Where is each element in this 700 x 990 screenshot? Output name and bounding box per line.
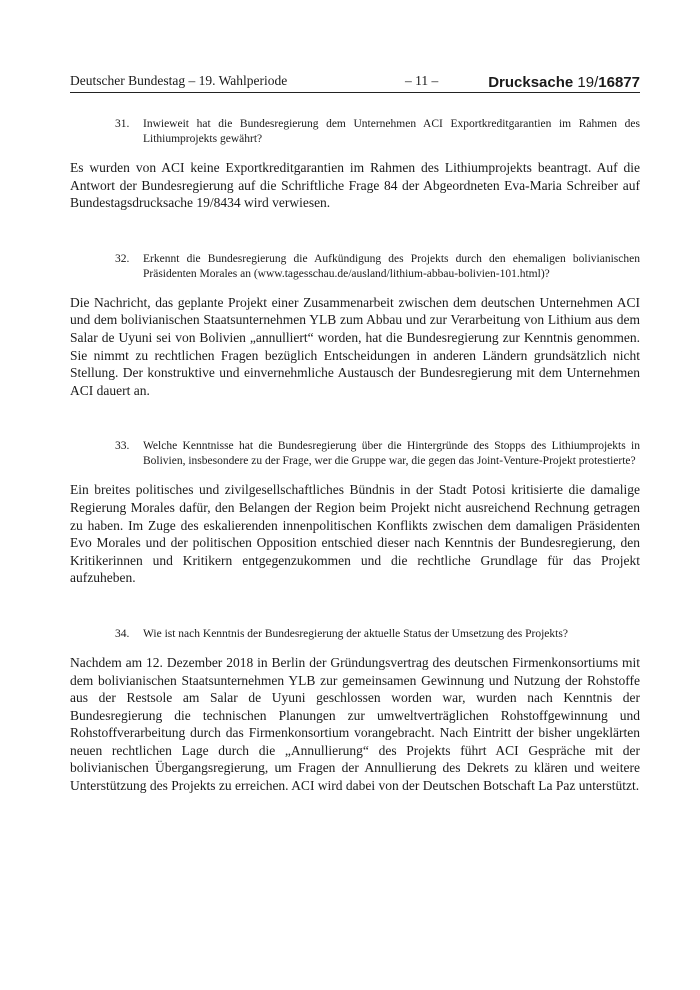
page-content	[70, 117, 640, 835]
question-text: Erkennt die Bundesregierung die Aufkündigung des Projekts durch den ehemaligen bolivianischen Präsidenten Morales an (www.tagesschau.de/ausland/lithium-abbau-bolivien-101.html)?	[143, 252, 640, 280]
qa-block-34	[70, 627, 640, 795]
answer-text: Nachdem am 12. Dezember 2018 in Berlin der Gründungsvertrag des deutschen Firmenkonsortiums mit dem bolivianischen Staatsunternehmen YLB zur gemeinsamen Gewinnung und Nutzung der Rohstoffe aus der Restsole am Salar de Uyuni geschlossen worden war, wurden nach Kenntnis der Bundesregierung die technischen Planungen zur umweltverträglichen Rohstoffgewinnung und Rohstoffverarbeitung durch das Firmenkonsortium vorangebracht. Nach Eintritt der bisher ungeklärten neuen rechtlichen Lage durch die „Annullierung“ des Projekts führt ACI Gespräche mit der bolivianischen Übergangsregierung, um Fragen der Annullierung des Dekrets zu klären und weitere Unterstützung des Projekts zu erreichen. ACI wird dabei von der Deutschen Botschaft La Paz unterstützt.	[70, 654, 640, 794]
qa-block-33	[70, 439, 640, 587]
qa-block-32	[70, 252, 640, 400]
question-number: 32.	[115, 252, 130, 265]
question-number: 31.	[115, 118, 130, 130]
question	[115, 252, 640, 282]
question-text: Inwieweit hat die Bundesregierung dem Unternehmen ACI Exportkreditgarantien im Rahmen des Lithiumprojekts gewährt?	[143, 118, 640, 145]
question	[115, 117, 640, 147]
page-header	[70, 70, 640, 93]
document-number	[488, 74, 640, 91]
answer-text: Ein breites politisches und zivilgesellschaftliches Bündnis in der Stadt Potosi kritisierte die damalige Regierung Morales dafür, den Belangen der Region beim Projekt nicht ausreichend Rechnung getragen zu haben. Im Zuge des eskalierenden innenpolitischen Konflikts zwischen dem damaligen Präsidenten Evo Morales und der politischen Opposition entschied dieser nach Kenntnis der Bundesregierung, den Kritikerinnen und Kritikern entgegenzukommen und die rechtliche Grundlage für das Projekt aufzuheben.	[70, 482, 640, 586]
question-text: Wie ist nach Kenntnis der Bundesregierung der aktuelle Status der Umsetzung des Projekts?	[143, 627, 568, 640]
question	[115, 627, 640, 642]
page-number: – 11 –	[405, 73, 439, 88]
qa-block-31	[70, 117, 640, 212]
question	[115, 439, 640, 469]
question-text: Welche Kenntnisse hat die Bundesregierung über die Hintergründe des Stopps des Lithiumprojekts in Bolivien, insbesondere zu der Frage, wer die Gruppe war, die gegen das Joint-Venture-Projekt protestierte?	[143, 440, 640, 468]
question-number: 33.	[115, 440, 130, 453]
question-number: 34.	[115, 627, 130, 640]
header-parliament: Deutscher Bundestag – 19. Wahlperiode	[70, 73, 288, 88]
document-number-prefix: 19/	[577, 74, 599, 91]
answer-text: Es wurden von ACI keine Exportkreditgarantien im Rahmen des Lithiumprojekts beantragt. Auf die Antwort der Bundesregierung auf die Schriftliche Frage 84 der Abgeordneten Eva-Maria Schreiber auf Bundestagsdrucksache 19/8434 wird verwiesen.	[70, 160, 640, 211]
document-number-main: 16877	[598, 74, 640, 91]
answer-text: Die Nachricht, das geplante Projekt einer Zusammenarbeit zwischen dem deutschen Unternehmen ACI und dem bolivianischen Staatsunternehmen YLB zum Abbau und zur Verarbeitung von Lithium aus dem Salar de Uyuni sei von Bolivien „annulliert“ worden, hat die Bundesregierung zur Kenntnis genommen. Sie nimmt zu rechtlichen Fragen bezüglich Entscheidungen in anderen Ländern grundsätzlich nicht Stellung. Der konstruktive und einvernehmliche Austausch der Bundesregierung mit dem Unternehmen ACI dauert an.	[70, 294, 640, 398]
document-label: Drucksache	[488, 74, 574, 91]
